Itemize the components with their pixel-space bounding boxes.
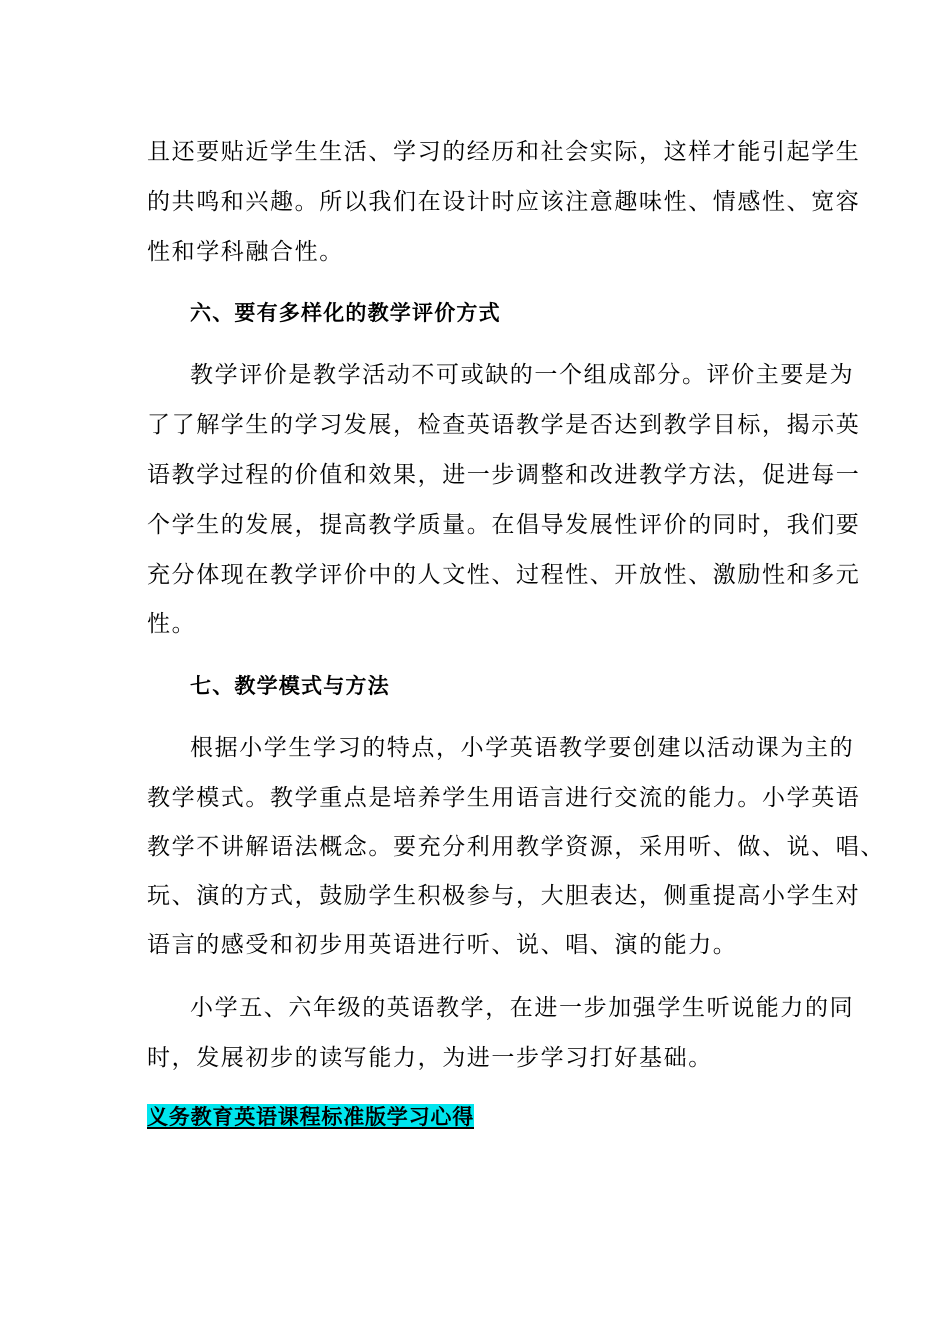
section7-para2-line-1: 小学五、六年级的英语教学，在进一步加强学生听说能力的同 [190,995,855,1021]
section7-para2-line-2: 时，发展初步的读写能力，为进一步学习打好基础。 [147,1045,713,1071]
section6-line-5: 充分体现在教学评价中的人文性、过程性、开放性、激励性和多元 [147,562,861,588]
para1-line-1: 且还要贴近学生生活、学习的经历和社会实际，这样才能引起学生 [147,139,861,165]
para1-line-3: 性和学科融合性。 [147,239,344,265]
section6-line-2: 了了解学生的学习发展，检查英语教学是否达到教学目标，揭示英 [147,412,861,438]
section7-para1-line-2: 教学模式。教学重点是培养学生用语言进行交流的能力。小学英语 [147,785,861,811]
section7-para1-line-3: 教学不讲解语法概念。要充分利用教学资源，采用听、做、说、唱、 [147,834,885,860]
section7-para1-line-5: 语言的感受和初步用英语进行听、说、唱、演的能力。 [147,932,738,958]
section7-para1-line-1: 根据小学生学习的特点，小学英语教学要创建以活动课为主的 [190,735,855,761]
section6-line-6: 性。 [147,611,197,637]
section6-line-1: 教学评价是教学活动不可或缺的一个组成部分。评价主要是为 [190,362,855,388]
next-document-title [147,1102,474,1132]
section7-para1-line-4: 玩、演的方式，鼓励学生积极参与，大胆表达，侧重提高小学生对 [147,883,861,909]
section6-heading: 六、要有多样化的教学评价方式 [190,300,501,325]
highlighted-title-text: 义务教育英语课程标准版学习心得 [147,1104,474,1129]
section6-line-4: 个学生的发展，提高教学质量。在倡导发展性评价的同时，我们要 [147,512,861,538]
section7-heading: 七、教学模式与方法 [190,673,390,698]
section6-line-3: 语教学过程的价值和效果，进一步调整和改进教学方法，促进每一 [147,462,861,488]
para1-line-2: 的共鸣和兴趣。所以我们在设计时应该注意趣味性、情感性、宽容 [147,189,861,215]
